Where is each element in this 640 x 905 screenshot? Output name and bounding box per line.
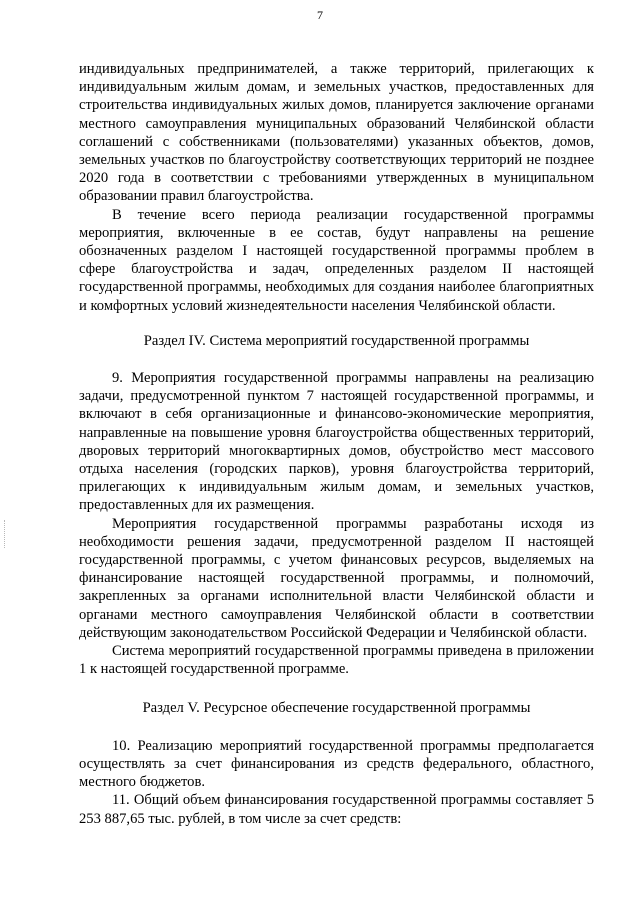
document-body (79, 60, 594, 828)
paragraph-measures-developed: Мероприятия государственной программы разработаны исходя из необходимости решения задачи, предусмотренной разделом II настоящей государственной программы, с учетом финансовых ресурсов, выделяемых на финансирование настоящей государственной программы, и полномочий, закрепленных за органами исполнительной власти Челябинской области и органами местного самоуправления Челябинской области в соответствии действующим законодательством Российской Федерации и Челябинской области. (79, 515, 594, 641)
page-number: 7 (317, 8, 323, 22)
paragraph-item-10: 10. Реализацию мероприятий государственной программы предполагается осуществлять за счет финансирования из средств федерального, областного, местного бюджетов. (79, 737, 594, 791)
paragraph-program-period: В течение всего периода реализации государственной программы мероприятия, включенные в ее состав, будут направлены на решение обозначенных разделом I настоящей государственной программы проблем в сфере благоустройства и задач, определенных разделом II настоящей государственной программы, необходимых для создания наиболее благоприятных и комфортных условий жизнедеятельности населения Челябинской области. (79, 206, 594, 314)
paragraph-continuation: индивидуальных предпринимателей, а также территорий, прилегающих к индивидуальным жилым домам, и земельных участков, предоставленных для строительства индивидуальных жилых домов, планируется заключение органами местного самоуправления муниципальных образований Челябинской области соглашений с собственниками (пользователями) указанных объектов, домов, земельных участков по благоустройству соответствующих территорий не позднее 2020 года в соответствии с требованиями утвержденных в муниципальном образовании правил благоустройства. (79, 61, 594, 205)
scan-margin-mark (4, 520, 6, 548)
paragraph-item-9: 9. Мероприятия государственной программы направлены на реализацию задачи, предусмотренной пунктом 7 настоящей государственной программы, и включают в себя организационные и финансово-экономические мероприятия, направленные на повышение уровня благоустройства общественных территорий, дворовых территорий многоквартирных домов, обустройство мест массового отдыха населения (городских парков), уровня благоустройства территорий, прилегающих к индивидуальным жилым домам, и земельных участков, предоставленных для их размещения. (79, 370, 594, 514)
paragraph-item-11: 11. Общий объем финансирования государственной программы составляет 5 253 887,65 тыс. рублей, в том числе за счет средств: (79, 792, 594, 827)
section-4-heading: Раздел IV. Система мероприятий государственной программы (143, 332, 530, 349)
section-5-heading: Раздел V. Ресурсное обеспечение государственной программы (142, 699, 531, 716)
paragraph-measures-system: Система мероприятий государственной программы приведена в приложении 1 к настоящей государственной программе. (79, 643, 594, 678)
